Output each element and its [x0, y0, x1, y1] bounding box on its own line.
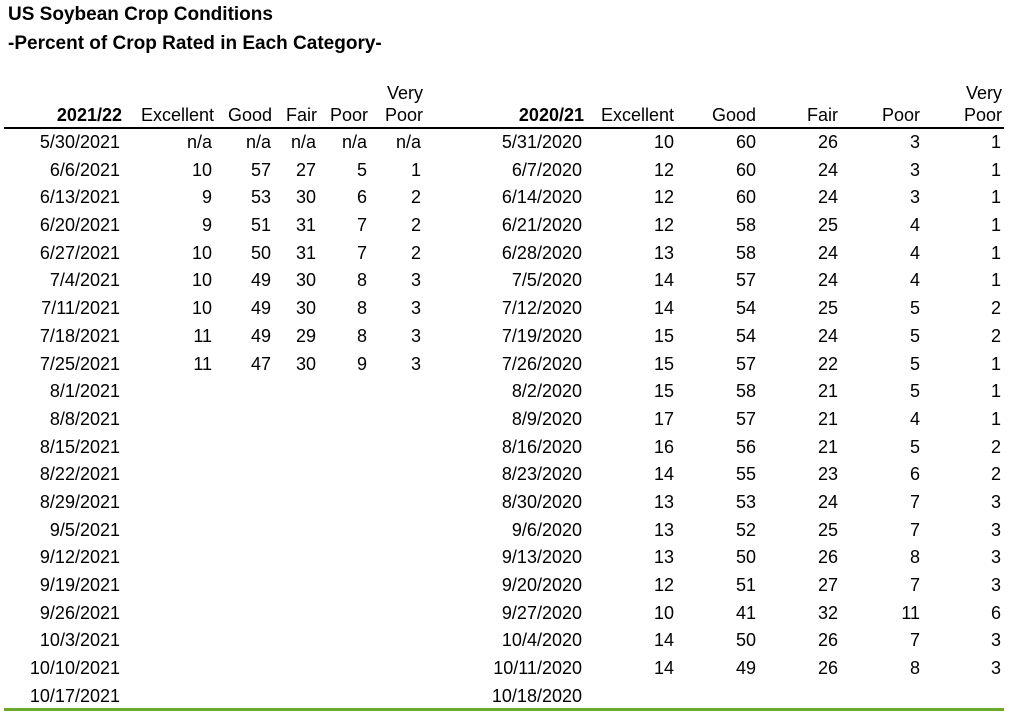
cell-very-poor-2020: 3	[990, 630, 1001, 651]
cell-poor-2020: 4	[909, 215, 920, 236]
table-row	[0, 378, 1024, 406]
cell-very-poor-2020: 1	[990, 187, 1001, 208]
cell-good-2020: 51	[735, 575, 756, 595]
cell-date-2021: 9/12/2021	[39, 547, 120, 568]
header-very-poor-left-line1: Very	[386, 83, 423, 103]
cell-very-poor-2020: 1	[990, 270, 1001, 291]
table-row	[0, 157, 1024, 185]
cell-poor-2020: 3	[909, 132, 920, 152]
cell-very-poor-2020: 1	[990, 381, 1001, 402]
cell-very-poor-2021: n/a	[395, 132, 421, 152]
cell-very-poor-2020: 1	[990, 215, 1001, 236]
cell-date-2021: 7/4/2021	[49, 270, 120, 291]
cell-very-poor-2021: 2	[410, 187, 421, 208]
cell-date-2021: 6/6/2021	[49, 159, 120, 180]
cell-poor-2021: 7	[356, 242, 367, 263]
cell-date-2021: 9/19/2021	[39, 575, 120, 595]
cell-date-2020: 7/19/2020	[501, 325, 582, 346]
cell-date-2020: 9/27/2020	[501, 602, 582, 623]
header-very-poor-left-line2: Poor	[384, 105, 423, 125]
cell-fair-2020: 23	[817, 464, 838, 485]
table-row	[0, 184, 1024, 212]
cell-poor-2021: 8	[356, 270, 367, 291]
cell-very-poor-2020: 1	[990, 408, 1001, 429]
cell-fair-2020: 24	[817, 325, 838, 346]
cell-date-2021: 8/8/2021	[49, 408, 120, 429]
cell-fair-2020: 24	[817, 159, 838, 180]
cell-fair-2020: 27	[817, 575, 838, 595]
cell-date-2020: 6/28/2020	[501, 242, 582, 263]
cell-good-2021: 49	[250, 298, 271, 319]
cell-fair-2020: 21	[817, 381, 838, 402]
cell-excellent-2020: 14	[653, 658, 674, 679]
cell-excellent-2021: 10	[191, 298, 212, 319]
cell-poor-2020: 8	[909, 658, 920, 679]
cell-date-2020: 10/18/2020	[491, 685, 582, 706]
header-very-poor-right-line2: Poor	[963, 105, 1002, 125]
cell-very-poor-2021: 2	[410, 215, 421, 236]
cell-date-2020: 6/7/2020	[511, 159, 582, 180]
cell-excellent-2020: 13	[653, 519, 674, 540]
cell-good-2020: 60	[735, 132, 756, 152]
cell-excellent-2021: 11	[193, 325, 212, 346]
cell-date-2020: 8/23/2020	[501, 464, 582, 485]
cell-very-poor-2020: 3	[990, 575, 1001, 595]
cell-excellent-2020: 12	[653, 215, 674, 236]
cell-very-poor-2021: 3	[410, 325, 421, 346]
header-fair-right: Fair	[807, 105, 838, 125]
cell-very-poor-2020: 3	[990, 658, 1001, 679]
cell-good-2021: 50	[250, 242, 271, 263]
cell-date-2020: 8/30/2020	[501, 491, 582, 512]
cell-good-2020: 57	[735, 353, 756, 374]
cell-excellent-2020: 15	[653, 353, 674, 374]
table-row	[0, 434, 1024, 462]
cell-excellent-2020: 15	[653, 325, 674, 346]
cell-excellent-2021: 9	[201, 187, 212, 208]
cell-date-2021: 10/10/2021	[29, 658, 120, 679]
cell-excellent-2020: 13	[653, 242, 674, 263]
cell-good-2020: 57	[735, 270, 756, 291]
cell-very-poor-2021: 3	[410, 270, 421, 291]
cell-poor-2020: 6	[909, 464, 920, 485]
table-row	[0, 406, 1024, 434]
cell-date-2021: 8/22/2021	[39, 464, 120, 485]
cell-poor-2020: 7	[909, 491, 920, 512]
cell-poor-2020: 4	[909, 408, 920, 429]
cell-excellent-2021: 10	[191, 159, 212, 180]
header-very-poor-right-line1: Very	[965, 83, 1002, 103]
cell-fair-2020: 32	[817, 602, 838, 623]
header-season-2021-22: 2021/22	[56, 105, 122, 125]
cell-date-2021: 8/15/2021	[39, 436, 120, 457]
cell-date-2020: 8/2/2020	[511, 381, 582, 402]
header-very-poor-left	[372, 80, 423, 126]
cell-very-poor-2021: 3	[410, 298, 421, 319]
cell-very-poor-2020: 1	[990, 159, 1001, 180]
cell-good-2021: 49	[250, 270, 271, 291]
cell-poor-2020: 5	[909, 436, 920, 457]
cell-fair-2020: 25	[817, 298, 838, 319]
cell-very-poor-2020: 2	[990, 298, 1001, 319]
cell-fair-2020: 26	[817, 658, 838, 679]
cell-very-poor-2020: 1	[990, 242, 1001, 263]
table-row	[0, 627, 1024, 655]
cell-very-poor-2020: 3	[990, 547, 1001, 568]
cell-poor-2020: 4	[909, 270, 920, 291]
cell-date-2020: 10/4/2020	[501, 630, 582, 651]
cell-very-poor-2020: 3	[990, 491, 1001, 512]
cell-very-poor-2020: 6	[990, 602, 1001, 623]
cell-good-2020: 57	[735, 408, 756, 429]
cell-excellent-2020: 14	[653, 270, 674, 291]
cell-excellent-2020: 16	[653, 436, 674, 457]
table-row	[0, 212, 1024, 240]
cell-date-2021: 9/26/2021	[39, 602, 120, 623]
table-row	[0, 351, 1024, 379]
cell-fair-2021: n/a	[290, 132, 316, 152]
cell-good-2021: 47	[250, 353, 271, 374]
header-good-left: Good	[227, 105, 272, 125]
cell-fair-2020: 26	[817, 132, 838, 152]
table-bottom-border	[4, 708, 1004, 711]
cell-date-2021: 10/3/2021	[39, 630, 120, 651]
cell-fair-2020: 24	[817, 242, 838, 263]
table-row	[0, 129, 1024, 157]
table-row	[0, 683, 1024, 711]
page-title: US Soybean Crop Conditions	[8, 4, 273, 25]
cell-fair-2021: 30	[295, 270, 316, 291]
cell-fair-2021: 30	[295, 353, 316, 374]
table-row	[0, 240, 1024, 268]
header-excellent-right: Excellent	[600, 105, 674, 125]
cell-excellent-2021: 11	[193, 353, 212, 374]
cell-good-2020: 54	[735, 325, 756, 346]
cell-good-2020: 52	[735, 519, 756, 540]
cell-very-poor-2020: 1	[990, 132, 1001, 152]
cell-date-2021: 5/30/2021	[39, 132, 120, 152]
cell-good-2021: 51	[250, 215, 271, 236]
header-season-2020-21: 2020/21	[518, 105, 584, 125]
cell-good-2020: 58	[735, 381, 756, 402]
cell-poor-2020: 8	[909, 547, 920, 568]
cell-fair-2020: 24	[817, 270, 838, 291]
cell-poor-2021: 9	[356, 353, 367, 374]
header-poor-right: Poor	[881, 105, 920, 125]
cell-very-poor-2020: 2	[990, 436, 1001, 457]
header-excellent-left: Excellent	[140, 105, 214, 125]
cell-date-2020: 9/20/2020	[501, 575, 582, 595]
table-row	[0, 267, 1024, 295]
cell-excellent-2020: 15	[653, 381, 674, 402]
cell-fair-2020: 24	[817, 187, 838, 208]
cell-good-2020: 60	[735, 159, 756, 180]
cell-fair-2020: 25	[817, 519, 838, 540]
cell-very-poor-2021: 1	[410, 159, 421, 180]
cell-poor-2020: 5	[909, 298, 920, 319]
cell-excellent-2020: 12	[653, 159, 674, 180]
table-row	[0, 572, 1024, 600]
cell-good-2020: 56	[735, 436, 756, 457]
cell-poor-2020: 7	[909, 575, 920, 595]
cell-poor-2020: 5	[909, 381, 920, 402]
cell-very-poor-2020: 2	[990, 325, 1001, 346]
cell-excellent-2020: 12	[653, 187, 674, 208]
cell-poor-2021: 8	[356, 298, 367, 319]
cell-excellent-2020: 13	[653, 547, 674, 568]
cell-good-2020: 55	[735, 464, 756, 485]
cell-fair-2020: 22	[817, 353, 838, 374]
cell-good-2020: 50	[735, 547, 756, 568]
cell-date-2021: 7/18/2021	[39, 325, 120, 346]
cell-fair-2020: 24	[817, 491, 838, 512]
cell-date-2020: 6/21/2020	[501, 215, 582, 236]
cell-fair-2021: 31	[295, 242, 316, 263]
cell-excellent-2021: 10	[191, 242, 212, 263]
cell-very-poor-2020: 3	[990, 519, 1001, 540]
cell-date-2021: 6/27/2021	[39, 242, 120, 263]
cell-poor-2021: n/a	[341, 132, 367, 152]
cell-fair-2020: 26	[817, 547, 838, 568]
cell-date-2020: 10/11/2020	[493, 658, 582, 679]
cell-good-2020: 49	[735, 658, 756, 679]
page-subtitle: -Percent of Crop Rated in Each Category-	[8, 33, 382, 54]
cell-date-2020: 9/13/2020	[501, 547, 582, 568]
header-very-poor-right	[940, 80, 1002, 126]
cell-poor-2020: 5	[909, 325, 920, 346]
table-row	[0, 655, 1024, 683]
cell-excellent-2021: 10	[191, 270, 212, 291]
cell-fair-2021: 27	[295, 159, 316, 180]
cell-date-2020: 7/5/2020	[511, 270, 582, 291]
cell-excellent-2020: 12	[653, 575, 674, 595]
cell-date-2020: 9/6/2020	[511, 519, 582, 540]
table-row	[0, 600, 1024, 628]
cell-good-2020: 53	[735, 491, 756, 512]
cell-date-2020: 8/16/2020	[501, 436, 582, 457]
cell-date-2020: 8/9/2020	[511, 408, 582, 429]
table-row	[0, 323, 1024, 351]
cell-excellent-2020: 14	[653, 298, 674, 319]
cell-fair-2021: 31	[295, 215, 316, 236]
cell-good-2021: 57	[250, 159, 271, 180]
header-good-right: Good	[711, 105, 756, 125]
crop-conditions-table	[0, 129, 1024, 710]
cell-excellent-2020: 10	[653, 132, 674, 152]
cell-good-2020: 50	[735, 630, 756, 651]
cell-date-2020: 5/31/2020	[501, 132, 582, 152]
cell-fair-2021: 30	[295, 187, 316, 208]
cell-fair-2020: 21	[817, 408, 838, 429]
header-poor-left: Poor	[329, 105, 368, 125]
cell-good-2020: 60	[735, 187, 756, 208]
cell-date-2020: 7/26/2020	[501, 353, 582, 374]
cell-poor-2020: 5	[909, 353, 920, 374]
cell-excellent-2020: 13	[653, 491, 674, 512]
cell-good-2021: 53	[250, 187, 271, 208]
cell-date-2021: 8/1/2021	[49, 381, 120, 402]
cell-fair-2021: 29	[295, 325, 316, 346]
cell-poor-2020: 3	[909, 159, 920, 180]
cell-poor-2021: 7	[356, 215, 367, 236]
cell-fair-2021: 30	[295, 298, 316, 319]
cell-fair-2020: 21	[817, 436, 838, 457]
cell-good-2020: 58	[735, 215, 756, 236]
cell-poor-2020: 7	[909, 630, 920, 651]
cell-date-2021: 6/20/2021	[39, 215, 120, 236]
cell-date-2021: 10/17/2021	[29, 685, 120, 706]
table-row	[0, 544, 1024, 572]
cell-excellent-2020: 17	[653, 408, 674, 429]
cell-very-poor-2021: 2	[410, 242, 421, 263]
cell-very-poor-2020: 1	[990, 353, 1001, 374]
cell-date-2020: 6/14/2020	[501, 187, 582, 208]
cell-date-2021: 7/11/2021	[41, 298, 120, 319]
cell-very-poor-2020: 2	[990, 464, 1001, 485]
cell-fair-2020: 25	[817, 215, 838, 236]
cell-excellent-2020: 10	[653, 602, 674, 623]
cell-good-2020: 58	[735, 242, 756, 263]
cell-good-2020: 41	[735, 602, 756, 623]
cell-date-2020: 7/12/2020	[501, 298, 582, 319]
cell-poor-2021: 6	[356, 187, 367, 208]
table-row	[0, 461, 1024, 489]
cell-date-2021: 8/29/2021	[39, 491, 120, 512]
cell-excellent-2021: n/a	[186, 132, 212, 152]
cell-poor-2020: 4	[909, 242, 920, 263]
cell-good-2020: 54	[735, 298, 756, 319]
cell-excellent-2020: 14	[653, 464, 674, 485]
header-fair-left: Fair	[286, 105, 317, 125]
table-row	[0, 517, 1024, 545]
cell-date-2021: 6/13/2021	[39, 187, 120, 208]
cell-very-poor-2021: 3	[410, 353, 421, 374]
cell-good-2021: n/a	[245, 132, 271, 152]
table-row	[0, 489, 1024, 517]
cell-excellent-2021: 9	[201, 215, 212, 236]
cell-good-2021: 49	[250, 325, 271, 346]
cell-poor-2021: 8	[356, 325, 367, 346]
cell-poor-2020: 7	[909, 519, 920, 540]
cell-poor-2020: 3	[909, 187, 920, 208]
cell-poor-2021: 5	[356, 159, 367, 180]
cell-date-2021: 7/25/2021	[39, 353, 120, 374]
cell-date-2021: 9/5/2021	[49, 519, 120, 540]
cell-excellent-2020: 14	[653, 630, 674, 651]
cell-fair-2020: 26	[817, 630, 838, 651]
table-row	[0, 295, 1024, 323]
cell-poor-2020: 11	[901, 602, 920, 623]
